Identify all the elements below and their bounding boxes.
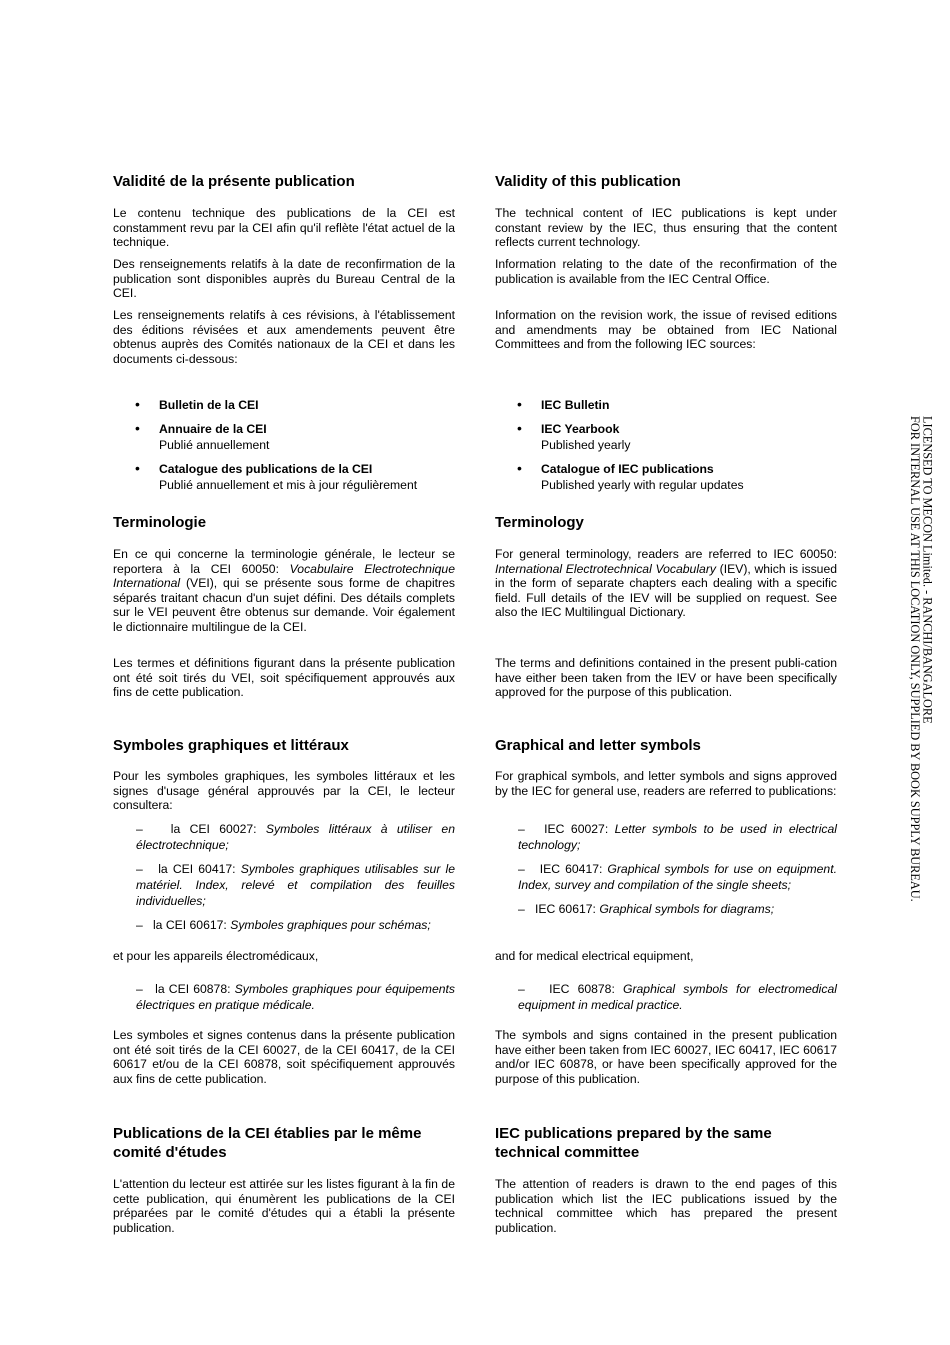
list-item: – IEC 60027: Letter symbols to be used in electrical technology; — [518, 822, 837, 852]
fr-symbols-heading: Symboles graphiques et littéraux — [113, 737, 349, 754]
en-terminology-p1: For general terminology, readers are referred to IEC 60050: International Electrotechnical Vocabulary (IEV), which is issued in the form of separate chapters each dealing with a specific field. Full details of the IEV will be supplied on request. See also the IEC Multilingual Dictionary. — [495, 547, 838, 620]
en-symbols-p2: The symbols and signs contained in the present publication have either been taken from IEC 60027, IEC 60417, IEC 60617 and/or IEC 60878, or have been specifically approved for the purpose of this publication. — [495, 1028, 837, 1086]
en-publication-list — [495, 397, 855, 493]
fr-publication-list — [113, 397, 473, 493]
list-item: • Bulletin de la CEI — [135, 396, 259, 412]
en-medical-list — [495, 981, 837, 1013]
list-item: – IEC 60617: Graphical symbols for diagrams; — [518, 902, 775, 916]
bullet-icon: • — [135, 420, 140, 436]
bullet-icon: • — [517, 420, 522, 436]
en-validity-p2: Information relating to the date of the reconfirmation of the publication is available from the IEC Central Office. — [495, 257, 837, 286]
bullet-icon: • — [517, 396, 522, 412]
fr-terminology-p1: En ce qui concerne la terminologie générale, le lecteur se reportera à la CEI 60050: Vocabulaire Electrotechnique International (VEI), qui se présente sous forme de chapitres séparés traitant chacun d'un sujet défini. Des détails complets sur le VEI peuvent être obtenus sur demande. Voir également le dictionnaire multilingue de la CEI. — [113, 547, 455, 634]
en-validity-p3: Information on the revision work, the issue of revised editions and amendments may be obtained from IEC National Committees and from the following IEC sources: — [495, 308, 837, 352]
license-line-2: FOR INTERNAL USE AT THIS LOCATION ONLY, SUPPLIED BY BOOK SUPPLY BUREAU. — [907, 416, 922, 902]
list-item: – la CEI 60617: Symboles graphiques pour schémas; — [136, 918, 431, 932]
list-item: – IEC 60417: Graphical symbols for use on equipment. Index, survey and compilation of the single sheets; — [518, 862, 837, 892]
bullet-icon: • — [517, 460, 522, 476]
list-item: • Annuaire de la CEI Publié annuellement — [135, 420, 270, 452]
list-item: • IEC Yearbook Published yearly — [517, 420, 631, 452]
fr-medical-intro: et pour les appareils électromédicaux, — [113, 949, 319, 963]
fr-validity-p3: Les renseignements relatifs à ces révisions, à l'établissement des éditions révisées et aux amendements peuvent être obtenus auprès des Comités nationaux de la CEI et dans les documents ci-dessous: — [113, 308, 455, 366]
en-symbols-heading: Graphical and letter symbols — [495, 737, 701, 754]
en-symbols-list — [495, 821, 837, 917]
en-committee-p1: The attention of readers is drawn to the end pages of this publication which list the IEC publications issued by the technical committee which has prepared the present publication. — [495, 1177, 837, 1235]
fr-validity-p2: Des renseignements relatifs à la date de reconfirmation de la publication sont disponibles auprès du Bureau Central de la CEI. — [113, 257, 455, 301]
list-item: • IEC Bulletin — [517, 396, 610, 412]
en-validity-p1: The technical content of IEC publications is kept under constant review by the IEC, thus ensuring that the content reflects current technology. — [495, 206, 837, 250]
fr-symbols-list — [113, 821, 455, 933]
list-item: – la CEI 60027: Symboles littéraux à utiliser en électrotechnique; — [136, 822, 455, 852]
en-terminology-p2: The terms and definitions contained in the present publi-cation have either been taken from the IEV or have been specifically approved for the purpose of this publication. — [495, 656, 837, 700]
fr-terminology-p2: Les termes et définitions figurant dans la présente publication ont été soit tirés du VEI, soit spécifiquement approuvés aux fins de cette publication. — [113, 656, 455, 700]
list-item: – IEC 60878: Graphical symbols for electromedical equipment in medical practice. — [518, 982, 837, 1012]
list-item: – la CEI 60417: Symboles graphiques utilisables sur le matériel. Index, relevé et compilation des feuilles individuelles; — [136, 862, 455, 908]
fr-validity-heading: Validité de la présente publication — [113, 173, 355, 190]
fr-medical-list — [113, 981, 455, 1013]
en-symbols-p1: For graphical symbols, and letter symbols and signs approved by the IEC for general use, readers are referred to publications: — [495, 769, 837, 798]
bullet-icon: • — [135, 396, 140, 412]
fr-committee-p1: L'attention du lecteur est attirée sur les listes figurant à la fin de cette publication, qui énumèrent les publications de la CEI préparées par le comité d'études qui a établi la présente publication. — [113, 1177, 455, 1235]
fr-terminology-heading: Terminologie — [113, 514, 207, 531]
bullet-icon: • — [135, 460, 140, 476]
en-terminology-heading: Terminology — [495, 514, 584, 531]
fr-committee-heading: Publications de la CEI établies par le même comité d'études — [113, 1125, 422, 1161]
list-item: – la CEI 60878: Symboles graphiques pour équipements électriques en pratique médicale. — [136, 982, 455, 1012]
fr-symbols-p1: Pour les symboles graphiques, les symboles littéraux et les signes d'usage général approuvés par la CEI, le lecteur consultera: — [113, 769, 455, 813]
list-item: • Catalogue des publications de la CEI Publié annuellement et mis à jour régulièrement — [135, 460, 418, 492]
en-validity-heading: Validity of this publication — [495, 173, 681, 190]
en-committee-heading: IEC publications prepared by the same technical committee — [495, 1125, 772, 1161]
en-medical-intro: and for medical electrical equipment, — [495, 949, 694, 963]
license-line-1: LICENSED TO MECON Limited. - RANCHI/BANGALORE — [920, 416, 935, 724]
list-item: • Catalogue of IEC publications Published yearly with regular updates — [517, 460, 744, 492]
fr-validity-p1: Le contenu technique des publications de la CEI est constamment revu par la CEI afin qu'il reflète l'état actuel de la technique. — [113, 206, 455, 250]
fr-symbols-p2: Les symboles et signes contenus dans la présente publication ont été soit tirés de la CEI 60027, de la CEI 60417, de la CEI 60617 et/ou de la CEI 60878, soit spécifiquement approuvés aux fins de cette publication. — [113, 1028, 455, 1086]
license-watermark — [908, 416, 934, 902]
